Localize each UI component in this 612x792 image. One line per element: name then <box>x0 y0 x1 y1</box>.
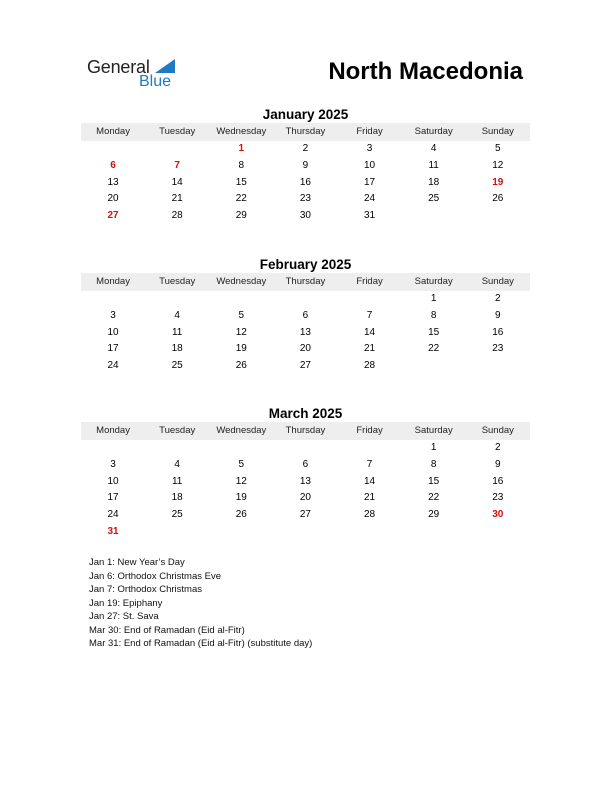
day-cell: 1 <box>238 143 245 154</box>
week-row <box>81 308 530 325</box>
day-cell: 3 <box>366 143 373 154</box>
month-calendar <box>81 256 530 375</box>
day-cell: 10 <box>107 475 119 487</box>
month-title: March 2025 <box>268 406 343 421</box>
day-cell: 18 <box>171 343 183 355</box>
day-cell: 25 <box>171 360 183 372</box>
day-cell <box>81 141 145 158</box>
weekday-label: Wednesday <box>216 126 267 137</box>
weekday-label: Thursday <box>285 425 326 436</box>
day-cell: 20 <box>299 492 311 504</box>
day-cell: 19 <box>235 492 247 504</box>
day-cell: 27 <box>299 360 311 372</box>
week-row <box>81 175 530 192</box>
day-cell: 15 <box>235 176 247 188</box>
day-cell: 19 <box>235 343 247 355</box>
holiday-note: Jan 7: Orthodox Christmas <box>89 584 202 595</box>
week-row <box>81 141 530 158</box>
weekday-label: Saturday <box>414 126 453 137</box>
week-row <box>81 158 530 175</box>
generalblue-logo <box>87 55 197 95</box>
month-title: January 2025 <box>262 107 349 122</box>
day-cell <box>466 208 530 225</box>
day-cell: 5 <box>238 309 245 321</box>
day-cell <box>145 440 209 457</box>
day-cell: 4 <box>430 143 437 154</box>
day-cell: 20 <box>299 343 311 355</box>
day-cell: 11 <box>171 475 183 487</box>
month-calendar <box>81 405 530 541</box>
holiday-note: Jan 6: Orthodox Christmas Eve <box>89 570 221 582</box>
day-cell: 5 <box>495 143 501 154</box>
day-cell: 12 <box>235 326 247 338</box>
month-title: February 2025 <box>259 257 352 272</box>
day-cell <box>273 291 337 308</box>
day-cell <box>145 291 209 308</box>
day-cell: 24 <box>107 509 119 521</box>
weekday-label: Tuesday <box>159 425 196 436</box>
weekday-label: Saturday <box>414 425 453 436</box>
week-row <box>81 507 530 524</box>
day-cell: 9 <box>302 159 309 171</box>
day-cell: 16 <box>492 326 504 338</box>
day-cell: 28 <box>364 360 376 372</box>
day-cell: 7 <box>174 159 180 171</box>
day-cell: 17 <box>364 176 376 188</box>
week-row <box>81 474 530 491</box>
week-row <box>81 341 530 358</box>
day-cell: 17 <box>107 343 119 355</box>
day-cell: 6 <box>302 309 309 321</box>
day-cell <box>402 524 466 541</box>
weekday-label: Wednesday <box>216 425 267 436</box>
week-row <box>81 457 530 474</box>
day-cell: 27 <box>299 509 311 521</box>
day-cell: 23 <box>492 343 504 355</box>
holiday-note: Mar 31: End of Ramadan (Eid al-Fitr) (substitute day) <box>89 638 313 649</box>
day-cell: 7 <box>366 309 373 321</box>
day-cell: 10 <box>364 159 376 171</box>
day-cell: 12 <box>235 475 247 487</box>
day-cell <box>338 524 402 541</box>
weekday-label: Tuesday <box>159 276 196 287</box>
weekday-label: Sunday <box>481 425 514 436</box>
weekday-label: Monday <box>96 425 130 436</box>
day-cell: 26 <box>235 509 247 521</box>
day-cell: 17 <box>107 492 119 504</box>
day-cell <box>209 524 273 541</box>
day-cell: 26 <box>235 360 247 372</box>
day-cell: 16 <box>299 176 311 188</box>
weekday-label: Thursday <box>285 276 326 287</box>
day-cell: 23 <box>299 193 311 205</box>
week-row <box>81 325 530 342</box>
month-calendar <box>81 106 530 225</box>
day-cell: 2 <box>495 293 501 304</box>
day-cell: 21 <box>364 492 376 504</box>
day-cell: 28 <box>364 509 376 521</box>
holiday-note: Jan 1: New Year’s Day <box>89 557 185 568</box>
weekday-label: Tuesday <box>159 126 196 137</box>
day-cell <box>402 208 466 225</box>
weekday-header <box>81 123 530 141</box>
weekday-label: Friday <box>356 425 383 436</box>
day-cell: 29 <box>428 509 440 521</box>
day-cell: 11 <box>428 159 439 171</box>
week-row <box>81 524 530 541</box>
day-cell: 30 <box>299 210 311 222</box>
logo-triangle-icon <box>155 59 175 73</box>
day-cell: 1 <box>430 442 437 453</box>
day-cell: 22 <box>428 343 440 355</box>
holiday-note: Jan 27: St. Sava <box>89 611 159 622</box>
weekday-label: Saturday <box>414 276 453 287</box>
day-cell: 25 <box>171 509 183 521</box>
day-cell <box>338 440 402 457</box>
day-cell: 31 <box>107 525 119 537</box>
day-cell: 27 <box>107 210 119 222</box>
day-cell: 22 <box>235 193 247 205</box>
weekday-label: Sunday <box>481 276 514 287</box>
day-cell: 12 <box>492 159 504 171</box>
weekday-header <box>81 273 530 291</box>
weekday-label: Monday <box>96 126 130 137</box>
day-cell: 30 <box>492 509 504 521</box>
day-cell: 24 <box>107 360 119 372</box>
day-cell: 9 <box>495 458 501 470</box>
day-cell: 6 <box>302 458 309 470</box>
day-cell: 9 <box>495 309 501 321</box>
logo-blue-text: Blue <box>139 73 172 90</box>
day-cell: 7 <box>366 458 373 470</box>
day-cell: 16 <box>492 475 504 487</box>
logo-general-text: General <box>87 57 150 77</box>
day-cell <box>81 440 145 457</box>
day-cell: 21 <box>171 193 183 205</box>
day-cell: 31 <box>364 210 376 222</box>
day-cell: 13 <box>299 326 311 338</box>
day-cell: 20 <box>107 193 119 205</box>
day-cell <box>209 440 273 457</box>
week-row <box>81 358 530 375</box>
day-cell: 23 <box>492 492 504 504</box>
day-cell: 10 <box>107 326 119 338</box>
day-cell: 1 <box>430 293 437 304</box>
holiday-note: Jan 19: Epiphany <box>89 597 163 609</box>
day-cell: 22 <box>428 492 440 504</box>
day-cell: 6 <box>110 159 116 171</box>
week-row <box>81 440 530 457</box>
day-cell: 25 <box>428 193 440 205</box>
day-cell: 3 <box>110 458 116 470</box>
day-cell <box>145 141 209 158</box>
day-cell <box>338 291 402 308</box>
day-cell: 8 <box>430 458 437 470</box>
day-cell: 14 <box>364 475 376 487</box>
week-row <box>81 191 530 208</box>
week-row <box>81 490 530 507</box>
day-cell: 4 <box>174 309 180 321</box>
weekday-label: Sunday <box>481 126 514 137</box>
day-cell: 14 <box>364 326 376 338</box>
day-cell: 21 <box>364 343 376 355</box>
day-cell: 18 <box>428 176 440 188</box>
weekday-label: Friday <box>356 276 383 287</box>
day-cell: 26 <box>492 193 504 205</box>
weekday-label: Wednesday <box>216 276 267 287</box>
day-cell: 13 <box>299 475 311 487</box>
day-cell: 8 <box>238 159 245 171</box>
holiday-note: Mar 30: End of Ramadan (Eid al-Fitr) <box>89 624 245 636</box>
day-cell: 3 <box>110 309 116 321</box>
day-cell: 24 <box>364 193 376 205</box>
day-cell: 15 <box>428 475 440 487</box>
day-cell: 13 <box>107 176 119 188</box>
day-cell: 8 <box>430 309 437 321</box>
weekday-label: Friday <box>356 126 383 137</box>
day-cell: 19 <box>492 176 504 188</box>
day-cell: 18 <box>171 492 183 504</box>
day-cell: 5 <box>238 458 245 470</box>
day-cell <box>81 291 145 308</box>
country-title: North Macedonia <box>328 58 523 85</box>
day-cell: 11 <box>171 326 183 338</box>
holiday-notes <box>89 556 312 651</box>
day-cell <box>273 524 337 541</box>
day-cell: 28 <box>171 210 183 222</box>
day-cell <box>402 358 466 375</box>
weekday-label: Monday <box>96 276 130 287</box>
weekday-label: Thursday <box>285 126 326 137</box>
week-row <box>81 291 530 308</box>
day-cell: 2 <box>302 143 309 154</box>
day-cell: 29 <box>235 210 247 222</box>
day-cell: 2 <box>495 442 501 453</box>
day-cell <box>466 358 530 375</box>
week-row <box>81 208 530 225</box>
day-cell: 15 <box>428 326 440 338</box>
day-cell <box>209 291 273 308</box>
day-cell <box>145 524 209 541</box>
day-cell <box>273 440 337 457</box>
weekday-header <box>81 422 530 440</box>
day-cell: 4 <box>174 458 180 470</box>
day-cell: 14 <box>171 176 183 188</box>
day-cell <box>466 524 530 541</box>
